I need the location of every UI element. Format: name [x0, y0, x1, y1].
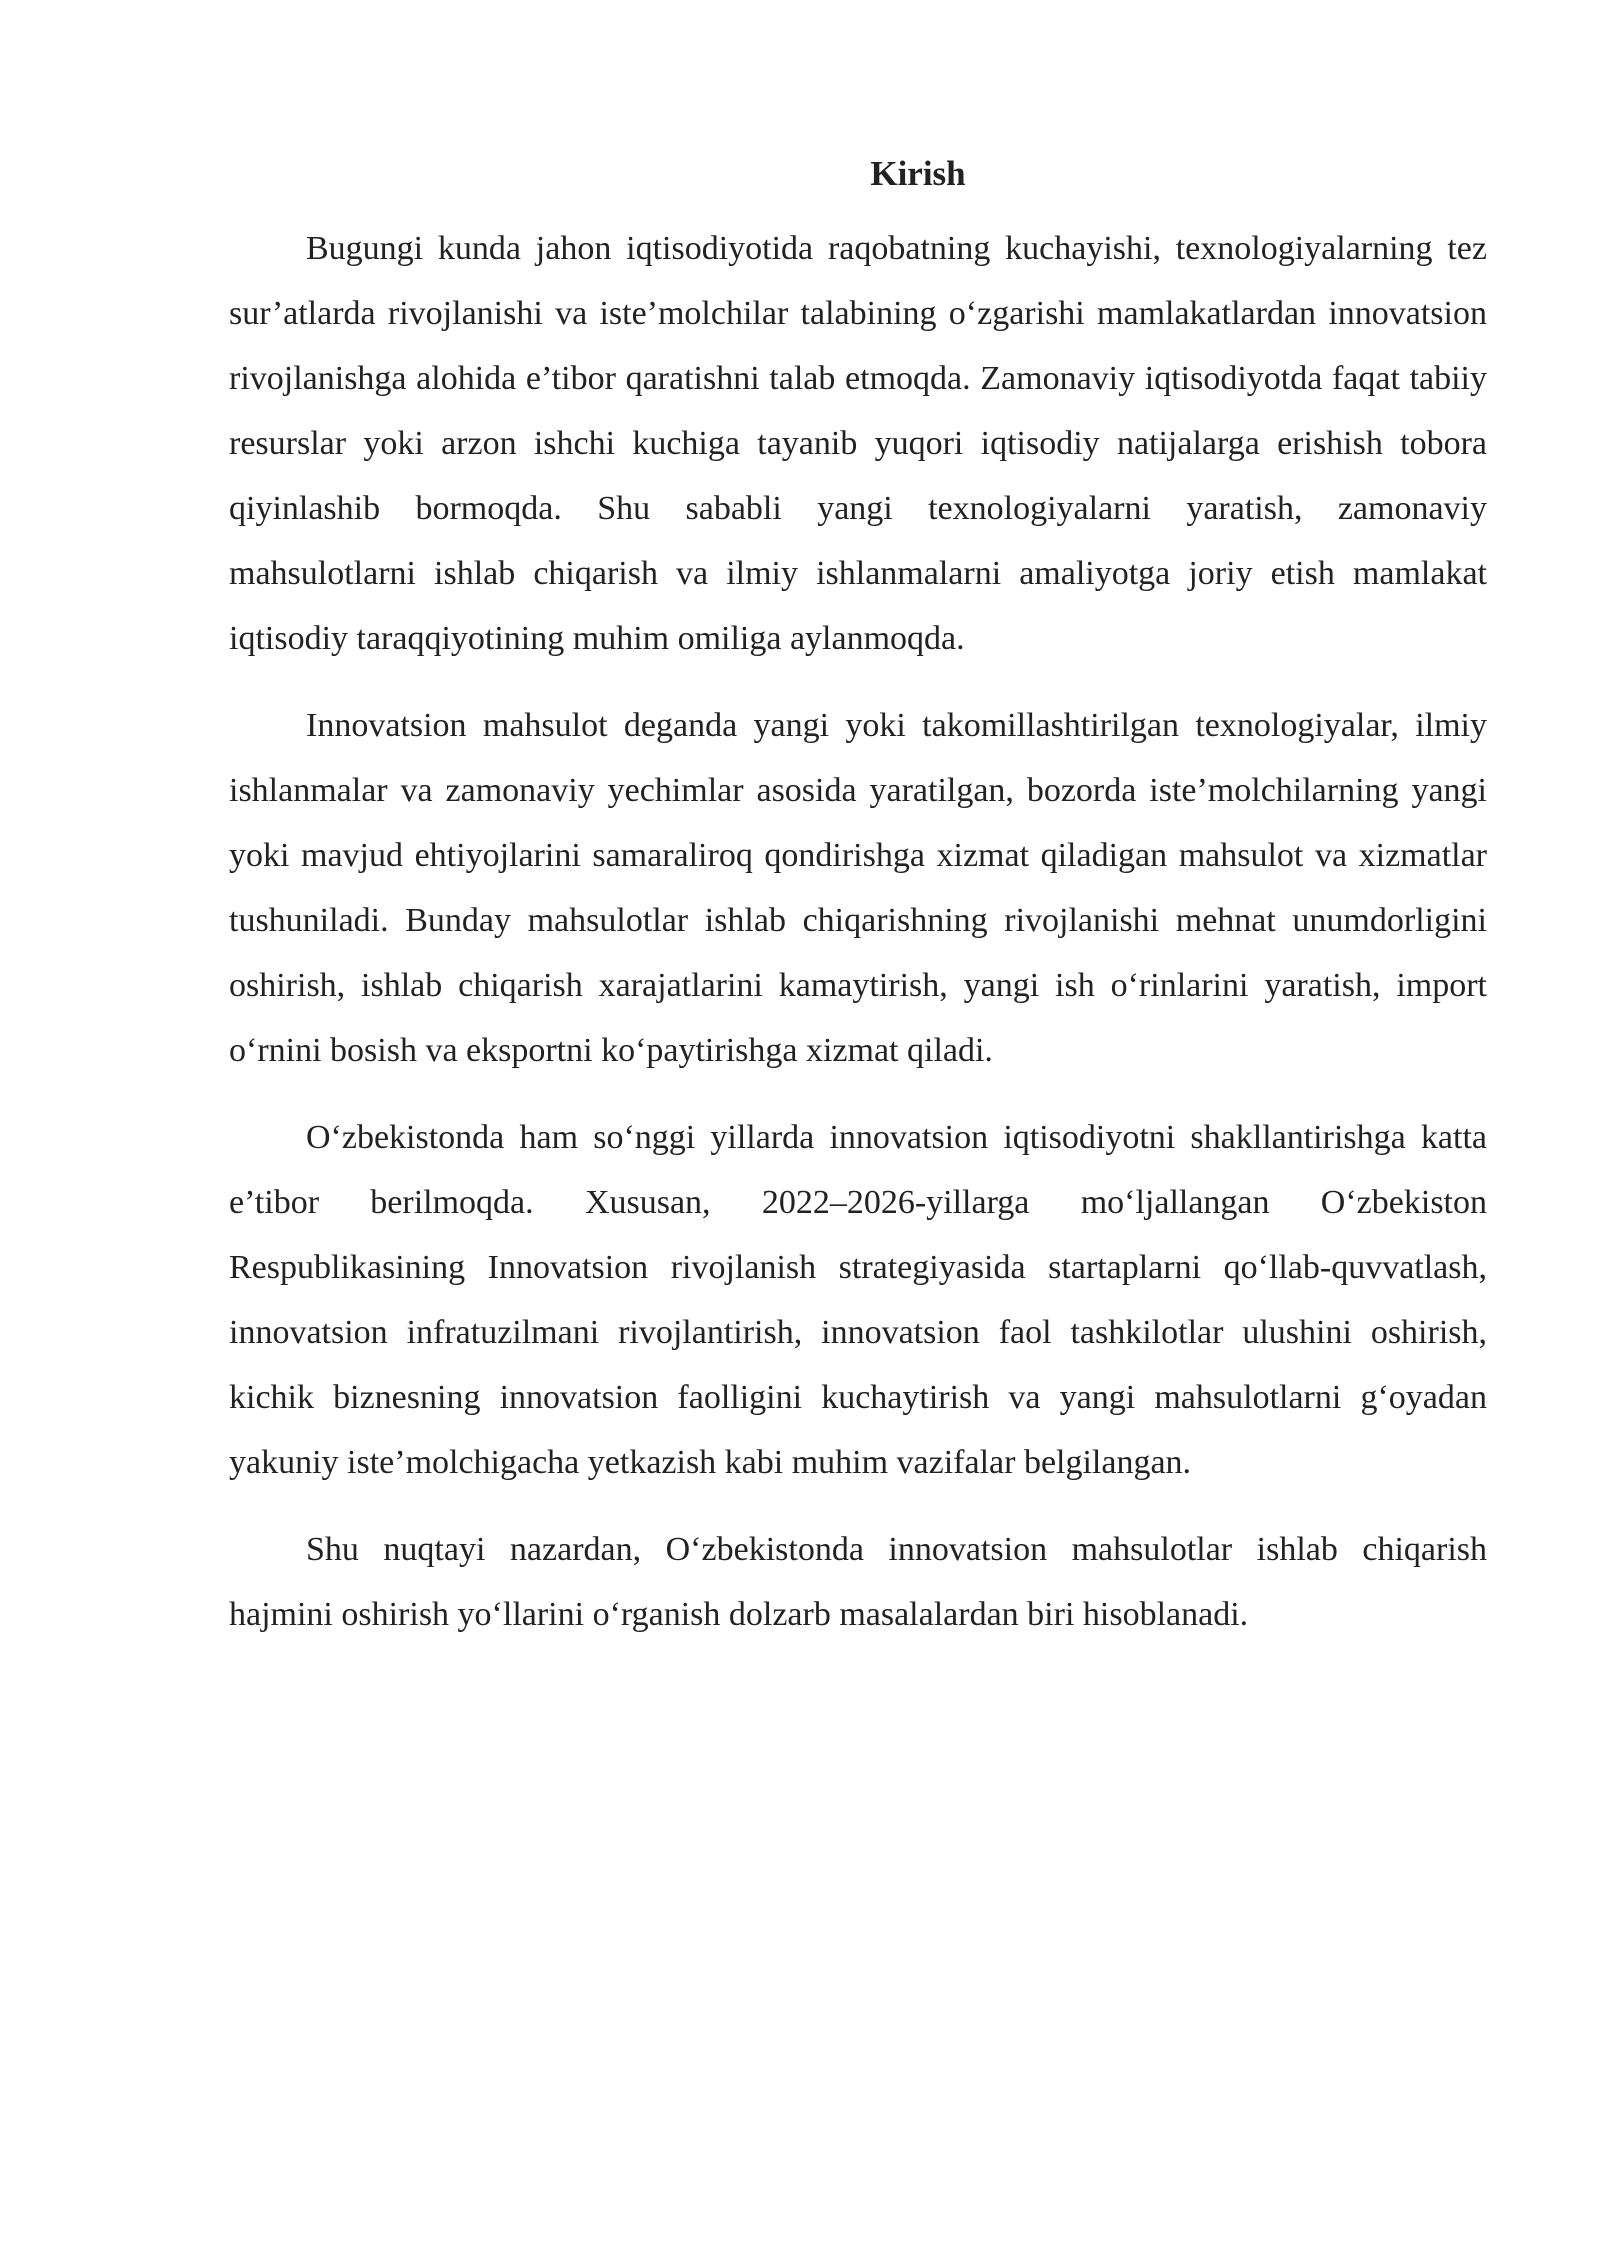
section-heading: Kirish — [870, 154, 966, 193]
document-body — [229, 150, 1487, 1669]
paragraph-1: Bugungi kunda jahon iqtisodiyotida raqobatning kuchayishi, texnologiyalarning tez sur’atlarda rivojlanishi va iste’molchilar talabining o‘zgarishi mamlakatlardan innovatsion rivojlanishga alohida e’tibor qaratishni talab etmoqda. Zamonaviy iqtisodiyotda faqat tabiiy resurslar yoki arzon ishchi kuchiga tayanib yuqori iqtisodiy natijalarga erishish tobora qiyinlashib bormoqda. Shu sababli yangi texnologiyalarni yaratish, zamonaviy mahsulotlarni ishlab chiqarish va ilmiy ishlanmalarni amaliyotga joriy etish mamlakat iqtisodiy taraqqiyotining muhim omiliga aylanmoqda. — [229, 230, 1487, 657]
paragraph-2: Innovatsion mahsulot deganda yangi yoki takomillashtirilgan texnologiyalar, ilmiy ishlanmalar va zamonaviy yechimlar asosida yaratilgan, bozorda iste’molchilarning yangi yoki mavjud ehtiyojlarini samaraliroq qondirishga xizmat qiladigan mahsulot va xizmatlar tushuniladi. Bunday mahsulotlar ishlab chiqarishning rivojlanishi mehnat unumdorligini oshirish, ishlab chiqarish xarajatlarini kamaytirish, yangi ish o‘rinlarini yaratish, import o‘rnini bosish va eksportni ko‘paytirishga xizmat qiladi. — [229, 707, 1487, 1069]
paragraph-4: Shu nuqtayi nazardan, O‘zbekistonda innovatsion mahsulotlar ishlab chiqarish hajmini oshirish yo‘llarini o‘rganish dolzarb masalalardan biri hisoblanadi. — [229, 1531, 1487, 1633]
paragraph-3: O‘zbekistonda ham so‘nggi yillarda innovatsion iqtisodiyotni shakllantirishga katta e’tibor berilmoqda. Xususan, 2022–2026-yillarga mo‘ljallangan O‘zbekiston Respublikasining Innovatsion rivojlanish strategiyasida startaplarni qo‘llab-quvvatlash, innovatsion infratuzilmani rivojlantirish, innovatsion faol tashkilotlar ulushini oshirish, kichik biznesning innovatsion faolligini kuchaytirish va yangi mahsulotlarni g‘oyadan yakuniy iste’molchigacha yetkazish kabi muhim vazifalar belgilangan. — [229, 1119, 1487, 1481]
